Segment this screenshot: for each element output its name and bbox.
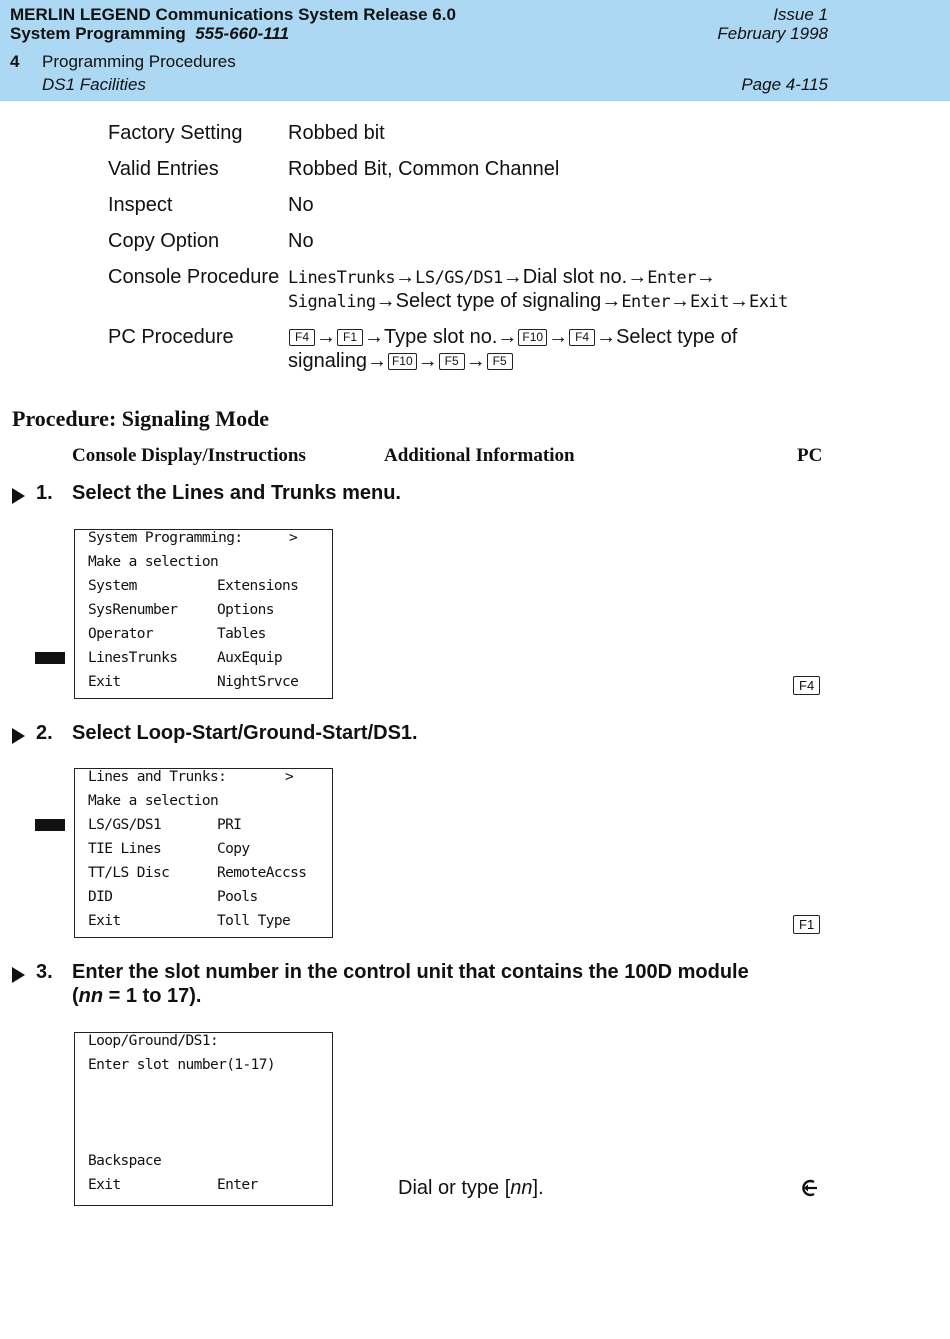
display-line: AuxEquip (217, 650, 283, 666)
f4-key-icon: F4 (793, 676, 820, 695)
f4-key-icon: F4 (289, 329, 315, 346)
f4-key-icon: F4 (569, 329, 595, 346)
display-line: Make a selection (88, 793, 219, 809)
chapter-title: Programming Procedures (42, 52, 236, 71)
page-header (0, 0, 950, 101)
display-line: DID (88, 889, 113, 905)
doc-subtitle: System Programming 555-660-111 (10, 24, 290, 43)
f10-key-icon: F10 (518, 329, 547, 346)
f1-key-icon: F1 (337, 329, 363, 346)
display-line: Copy (217, 841, 250, 857)
doc-title: MERLIN LEGEND Communications System Release 6.0 (10, 5, 456, 24)
step-arrow-icon (12, 728, 25, 744)
display-line: Toll Type (217, 913, 291, 929)
display-line: LinesTrunks (88, 650, 178, 666)
display-line: SysRenumber (88, 602, 178, 618)
column-console-header: Console Display/Instructions (72, 445, 306, 466)
display-line: LS/GS/DS1 (88, 817, 162, 833)
valid-entries-value: Robbed Bit, Common Channel (288, 158, 560, 180)
step-arrow-icon (12, 488, 25, 504)
date: February 1998 (717, 24, 828, 43)
f10-key-icon: F10 (388, 353, 417, 370)
display-line: > (289, 530, 298, 546)
display-line: Backspace (88, 1153, 162, 1169)
display-line: Enter (217, 1177, 258, 1193)
pc-procedure-line1: F4 → F1 →Type slot no.→ F10 → F4 →Select type of (288, 325, 737, 349)
selection-marker (35, 819, 65, 831)
display-line: TIE Lines (88, 841, 162, 857)
step-instruction-cont: (nn = 1 to 17). (72, 985, 202, 1007)
inspect-label: Inspect (108, 194, 173, 216)
selection-marker (35, 652, 65, 664)
step-number: 1. (36, 482, 53, 504)
factory-setting-label: Factory Setting (108, 122, 243, 144)
display-line: Pools (217, 889, 258, 905)
column-pc-header: PC (797, 445, 823, 466)
step-instruction: Enter the slot number in the control unit that contains the 100D module (72, 961, 749, 983)
step-instruction: Select the Lines and Trunks menu. (72, 482, 401, 504)
display-line: Tables (217, 626, 266, 642)
display-line: NightSrvce (217, 674, 299, 690)
display-line: Enter slot number(1-17) (88, 1057, 275, 1073)
inspect-value: No (288, 194, 314, 216)
display-line: Operator (88, 626, 154, 642)
console-procedure-line1: LinesTrunks→LS/GS/DS1→Dial slot no.→Enter→ (288, 266, 716, 288)
f1-key-icon: F1 (793, 915, 820, 934)
display-line: Exit (88, 913, 121, 929)
display-line: Make a selection (88, 554, 219, 570)
page-number: Page 4-115 (741, 75, 828, 94)
display-line: RemoteAccss (217, 865, 307, 881)
console-display (74, 1032, 333, 1206)
display-line: TT/LS Disc (88, 865, 170, 881)
step-number: 2. (36, 722, 53, 744)
display-line: > (285, 769, 294, 785)
issue: Issue 1 (773, 5, 828, 24)
step-arrow-icon (12, 967, 25, 983)
f5-key-icon: F5 (487, 353, 513, 370)
section-title: DS1 Facilities (42, 75, 146, 94)
display-line: Options (217, 602, 274, 618)
valid-entries-label: Valid Entries (108, 158, 219, 180)
pc-procedure-label: PC Procedure (108, 326, 234, 348)
console-display (74, 768, 333, 938)
console-display (74, 529, 333, 699)
display-line: Exit (88, 1177, 121, 1193)
f5-key-icon: F5 (439, 353, 465, 370)
display-line: System (88, 578, 137, 594)
pc-procedure-line2: signaling→ F10 → F5 → F5 (288, 349, 514, 373)
display-line: Lines and Trunks: (88, 769, 227, 785)
display-line: Loop/Ground/DS1: (88, 1033, 219, 1049)
procedure-heading: Procedure: Signaling Mode (12, 406, 270, 431)
step-instruction: Select Loop-Start/Ground-Start/DS1. (72, 722, 418, 744)
factory-setting-value: Robbed bit (288, 122, 385, 144)
display-line: Extensions (217, 578, 299, 594)
display-line: System Programming: (88, 530, 243, 546)
display-line: PRI (217, 817, 242, 833)
console-procedure-label: Console Procedure (108, 266, 280, 288)
step-number: 3. (36, 961, 53, 983)
return-key-icon (799, 1178, 819, 1198)
additional-info: Dial or type [nn]. (398, 1177, 544, 1199)
copy-option-value: No (288, 230, 314, 252)
display-line: Exit (88, 674, 121, 690)
copy-option-label: Copy Option (108, 230, 220, 252)
console-procedure-line2: Signaling→Select type of signaling→Enter→Exit→Exit (288, 290, 788, 312)
chapter-number: 4 (10, 52, 20, 71)
column-additional-header: Additional Information (384, 445, 575, 466)
